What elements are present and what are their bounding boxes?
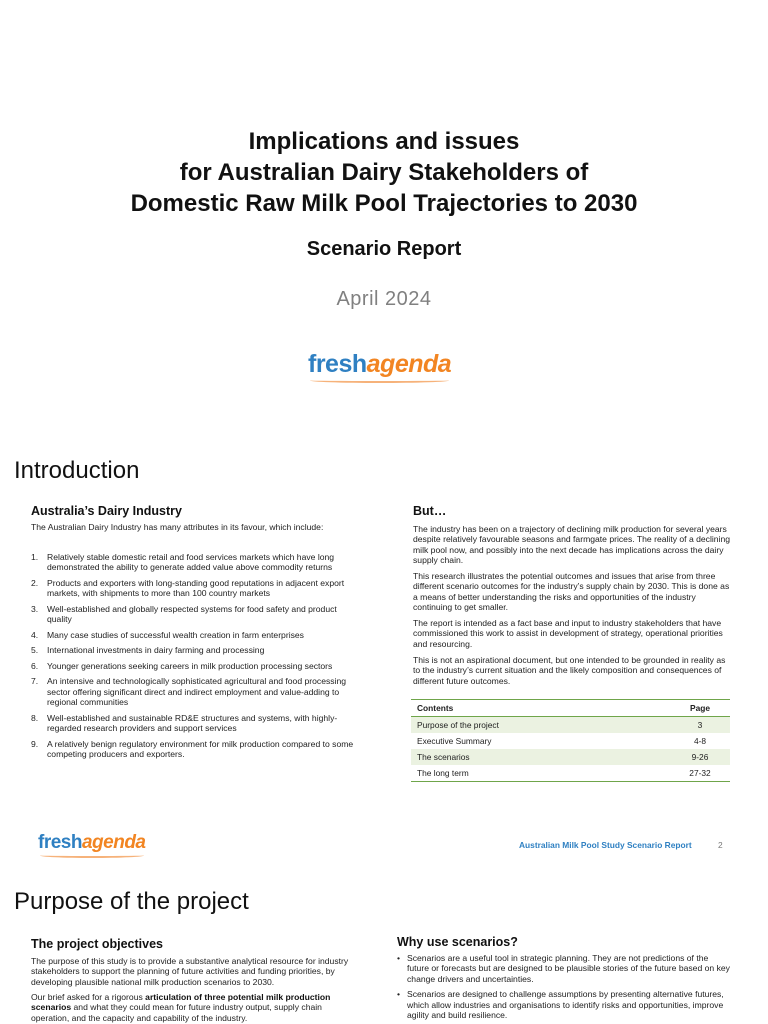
- page-header: Page: [670, 700, 730, 717]
- freshagenda-logo: [308, 350, 451, 379]
- contents-label: Purpose of the project: [411, 717, 670, 734]
- report-date: April 2024: [336, 288, 432, 310]
- list-item: • Scenarios are designed to challenge assumptions by presenting alternative futures, which allow industries and organisations to identify risks and opportunities, improve agility and build resilience.: [397, 989, 731, 1020]
- heading-but: But…: [413, 504, 447, 518]
- contents-page: 27-32: [670, 765, 730, 782]
- list-item: 1. Relatively stable domestic retail and food services markets which have long demonstrated the ability to generate added value above commodity returns: [31, 552, 335, 573]
- title-line-1: Implications and issues: [248, 128, 520, 155]
- contents-label: Executive Summary: [417, 736, 492, 746]
- table-row[interactable]: [411, 717, 730, 734]
- logo-swoosh-icon: [310, 378, 449, 383]
- heading-project-objectives: The project objectives: [31, 937, 163, 951]
- title-line-2: for Australian Dairy Stakeholders of: [179, 159, 589, 186]
- logo-agenda-text: agenda: [81, 832, 146, 853]
- table-row[interactable]: [411, 749, 730, 765]
- footer-report-name: Australian Milk Pool Study Scenario Report: [519, 840, 692, 850]
- dairy-industry-lead: The Australian Dairy Industry has many attributes in its favour, which include:: [31, 522, 324, 532]
- but-paragraph-2: This research illustrates the potential outcomes and issues that arise from three different scenario outcomes for the industry’s supply chain by 2030. This is done as a means of better understanding the risks and opportunities of the industry continuing to get smaller.: [413, 571, 730, 612]
- contents-label: The long term: [411, 765, 670, 782]
- report-subtitle: Scenario Report: [306, 238, 462, 260]
- contents-header-row: [411, 700, 730, 717]
- cover-page: [0, 0, 768, 420]
- contents-page: 4-8: [693, 736, 707, 746]
- list-item: 8. Well-established and sustainable RD&E structures and systems, with highly-regarded research providers and support services: [31, 712, 338, 733]
- logo-agenda-text: agenda: [366, 350, 452, 378]
- title-line-3: Domestic Raw Milk Pool Trajectories to 2030: [130, 190, 638, 217]
- but-paragraph-1: The industry has been on a trajectory of declining milk production for several years despite relatively favourable seasons and farmgate prices. The reality of a declining milk pool now, and possibly into the next decade has implications across the dairy supply chain.: [413, 524, 731, 565]
- footer-page-number: 2: [718, 840, 723, 850]
- list-item: • Scenarios are a useful tool in strategic planning. They are not predictions of the future or forecasts but are designed to be plausible stories of the future based on key change drivers and uncertainties.: [397, 953, 731, 984]
- purpose-page: [0, 860, 768, 1024]
- table-row[interactable]: [411, 765, 730, 782]
- contents-page: 3: [670, 717, 730, 734]
- list-item: 5. International investments in dairy farming and processing: [31, 645, 265, 656]
- contents-header: Contents: [411, 700, 670, 717]
- but-paragraph-4: This is not an aspirational document, but one intended to be grounded in reality as to the industry’s current situation and the likely composition and consequences of different future outcomes.: [413, 655, 726, 686]
- list-item: 7. An intensive and technologically sophisticated agricultural and food processing sector offering significant direct and indirect employment and value-adding to regional communities: [31, 676, 347, 708]
- list-item: 6. Younger generations seeking careers in milk production processing sectors: [31, 660, 333, 671]
- heading-dairy-industry: Australia’s Dairy Industry: [31, 504, 182, 518]
- objectives-paragraph-1: The purpose of this study is to provide a substantive analytical resource for industry stakeholders to support the planning of future activities and funding priorities, by developing plausible national milk production scenarios to 2030.: [31, 956, 349, 987]
- objectives-emphasis: articulation of three potential milk production scenarios: [31, 992, 331, 1013]
- contents-page: 9-26: [670, 749, 730, 765]
- logo-fresh-text: fresh: [38, 832, 82, 853]
- report-title: [0, 126, 768, 219]
- section-title-purpose: Purpose of the project: [14, 888, 249, 915]
- objectives-paragraph-2: Our brief asked for a rigorous articulation of three potential milk production scenarios and what they could mean for future industry output, supply chain operation, and the capacity and capability of the industry.: [31, 992, 331, 1023]
- attributes-list: [31, 552, 357, 764]
- contents-label: The scenarios: [411, 749, 670, 765]
- heading-why-scenarios: Why use scenarios?: [397, 935, 518, 949]
- scenarios-bullet-list: [397, 953, 731, 1024]
- footer-freshagenda-logo: [38, 832, 146, 854]
- contents-table: [411, 699, 730, 782]
- list-item: 3. Well-established and globally respected systems for food safety and product quality: [31, 603, 337, 625]
- but-paragraph-3: The report is intended as a fact base and input to industry stakeholders that have commissioned this work to assist in development of strategy, operational priorities and resourcing.: [413, 618, 723, 649]
- list-item: 2. Products and exporters with long-standing good reputations in adjacent export markets, with shipments to more than 100 country markets: [31, 577, 345, 599]
- logo-swoosh-icon: [40, 853, 144, 858]
- introduction-page: [0, 420, 768, 860]
- table-row[interactable]: [411, 733, 730, 749]
- logo-fresh-text: fresh: [308, 350, 367, 378]
- section-title-introduction: Introduction: [14, 457, 140, 484]
- list-item: 9. A relatively benign regulatory environment for milk production compared to some competing producers and exporters.: [31, 738, 354, 759]
- list-item: 4. Many case studies of successful wealth creation in farm enterprises: [31, 629, 304, 640]
